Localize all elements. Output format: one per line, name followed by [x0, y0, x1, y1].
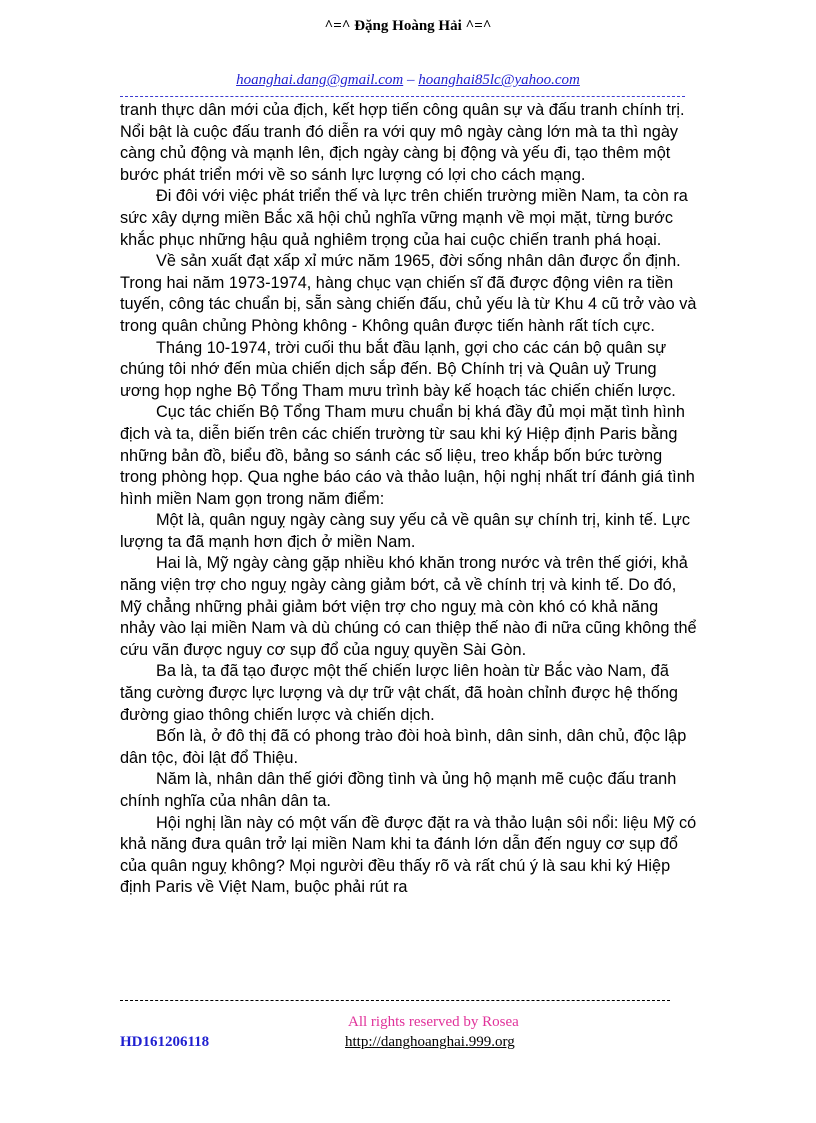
paragraph: Hai là, Mỹ ngày càng gặp nhiều khó khăn trong nước và trên thế giới, khả năng viện trợ cho nguỵ ngày càng giảm bớt, cả về chính trị và kinh tế. Do đó, Mỹ chẳng những phải giảm bớt viện trợ cho nguỵ mà còn khó có khả năng nhảy vào lại miền Nam và dù chúng có can thiệp thế nào đi nữa cũng không thể cứu vãn được nguy cơ sụp đổ của nguỵ quyền Sài Gòn.	[120, 554, 697, 659]
paragraph: Năm là, nhân dân thế giới đồng tình và ủng hộ mạnh mẽ cuộc đấu tranh chính nghĩa của nhân dân ta.	[120, 770, 677, 810]
paragraph: Tháng 10-1974, trời cuối thu bắt đầu lạnh, gợi cho các cán bộ quân sự chúng tôi nhớ đến mùa chiến dịch sắp đến. Bộ Chính trị và Quân uỷ Trung ương họp nghe Bộ Tổng Tham mưu trình bày kế hoạch tác chiến chiến lược.	[120, 338, 676, 400]
footer-document-code: HD161206118	[120, 1034, 210, 1050]
paragraph: Hội nghị lần này có một vấn đề được đặt ra và thảo luận sôi nổi: liệu Mỹ có khả năng đưa quân trở lại miền Nam khi ta đánh lớn dẫn đến nguy cơ sụp đổ của quân nguỵ không? Mọi người đều thấy rõ và rất chú ý là sau khi ký Hiệp định Paris về Việt Nam, buộc phải rút ra	[120, 813, 697, 897]
footer-website-link[interactable]: http://danghoanghai.999.org	[345, 1034, 515, 1050]
paragraph: Ba là, ta đã tạo được một thế chiến lược liên hoàn từ Bắc vào Nam, đã tăng cường được lực lượng và dự trữ vật chất, đã hoàn chỉnh được hệ thống đường giao thông chiến lược và chiến dịch.	[120, 662, 678, 724]
paragraph: Bốn là, ở đô thị đã có phong trào đòi hoà bình, dân sinh, dân chủ, độc lập dân tộc, đòi lật đổ Thiệu.	[120, 727, 687, 767]
paragraph: tranh thực dân mới của địch, kết hợp tiến công quân sự và đấu tranh chính trị. Nổi bật là cuộc đấu tranh đó diễn ra với quy mô ngày càng lớn mà ta thì ngày càng chủ động và mạnh lên, địch ngày càng bị động và yếu đi, tạo thêm một bước phát triển mới về so sánh lực lượng có lợi cho cách mạng.	[120, 101, 685, 184]
email-link-yahoo[interactable]: hoanghai85lc@yahoo.com	[418, 72, 580, 88]
paragraph: Một là, quân nguỵ ngày càng suy yếu cả về quân sự chính trị, kinh tế. Lực lượng ta đã mạnh hơn địch ở miền Nam.	[120, 511, 691, 551]
paragraph: Về sản xuất đạt xấp xỉ mức năm 1965, đời sống nhân dân được ổn định. Trong hai năm 1973-1974, hàng chục vạn chiến sĩ đã được động viên ra tiền tuyến, công tác chuẩn bị, sẵn sàng chiến đấu, chủ yếu là từ Khu 4 cũ trở vào và trong quân chủng Phòng không - Không quân được tiến hành rất tích cực.	[120, 252, 697, 335]
paragraph: Cục tác chiến Bộ Tổng Tham mưu chuẩn bị khá đầy đủ mọi mặt tình hình địch và ta, diễn biến trên các chiến trường từ sau khi ký Hiệp định Paris bằng những bản đồ, biểu đồ, bảng so sánh các số liệu, treo khắp bốn bức tường trong phòng họp. Qua nghe báo cáo và thảo luận, hội nghị nhất trí đánh giá tình hình miền Nam gọn trong năm điểm:	[120, 403, 695, 508]
document-body	[120, 100, 698, 899]
email-link-gmail[interactable]: hoanghai.dang@gmail.com	[236, 72, 404, 88]
email-separator: –	[403, 72, 419, 88]
footer-divider	[120, 1000, 670, 1001]
page-header-title: ^=^ Đặng Hoàng Hải ^=^	[324, 18, 492, 34]
paragraph: Đi đôi với việc phát triển thế và lực trên chiến trường miền Nam, ta còn ra sức xây dựng miền Bắc xã hội chủ nghĩa vững mạnh về mọi mặt, từng bước khắc phục những hậu quả nghiêm trọng của hai cuộc chiến tranh phá hoại.	[120, 187, 688, 249]
header-contact-links	[0, 72, 816, 89]
header-divider	[120, 96, 685, 97]
footer-copyright: All rights reserved by Rosea	[348, 1014, 519, 1030]
